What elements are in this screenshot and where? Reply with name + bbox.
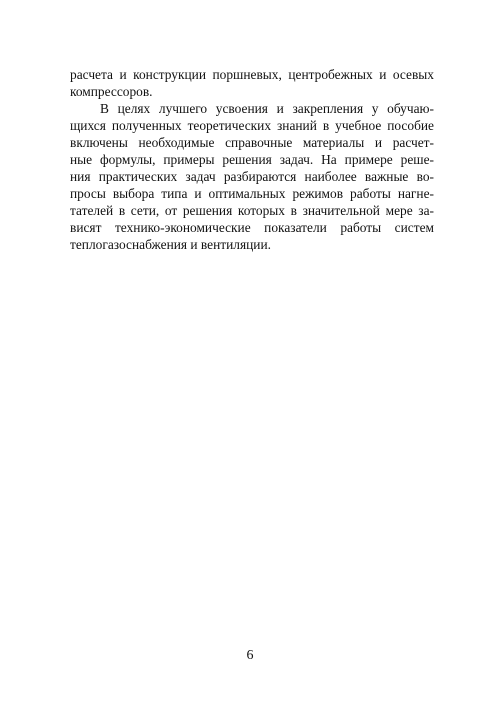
text-line-4: щихся полученных теоретических знаний в учебное пособие xyxy=(70,118,434,133)
text-line-2: компрессоров. xyxy=(70,84,153,99)
text-line-7: ния практических задач разбираются наиболее важные во- xyxy=(70,169,434,184)
text-line-5: включены необходимые справочные материалы и расчет- xyxy=(70,135,434,150)
text-line-3: В целях лучшего усвоения и закрепления у обучаю- xyxy=(100,101,434,116)
text-line-6: ные формулы, примеры решения задач. На примере реше- xyxy=(70,152,434,167)
text-line-11: теплогазоснабжения и вентиляции. xyxy=(70,237,271,252)
text-line-9: тателей в сети, от решения которых в значительной мере за- xyxy=(70,203,434,218)
text-line-8: просы выбора типа и оптимальных режимов работы нагне- xyxy=(70,186,434,201)
text-line-10: висят технико-экономические показатели работы систем xyxy=(70,220,434,235)
page-number: 6 xyxy=(246,648,254,663)
text-line-1: расчета и конструкции поршневых, центробежных и осевых xyxy=(70,67,434,82)
